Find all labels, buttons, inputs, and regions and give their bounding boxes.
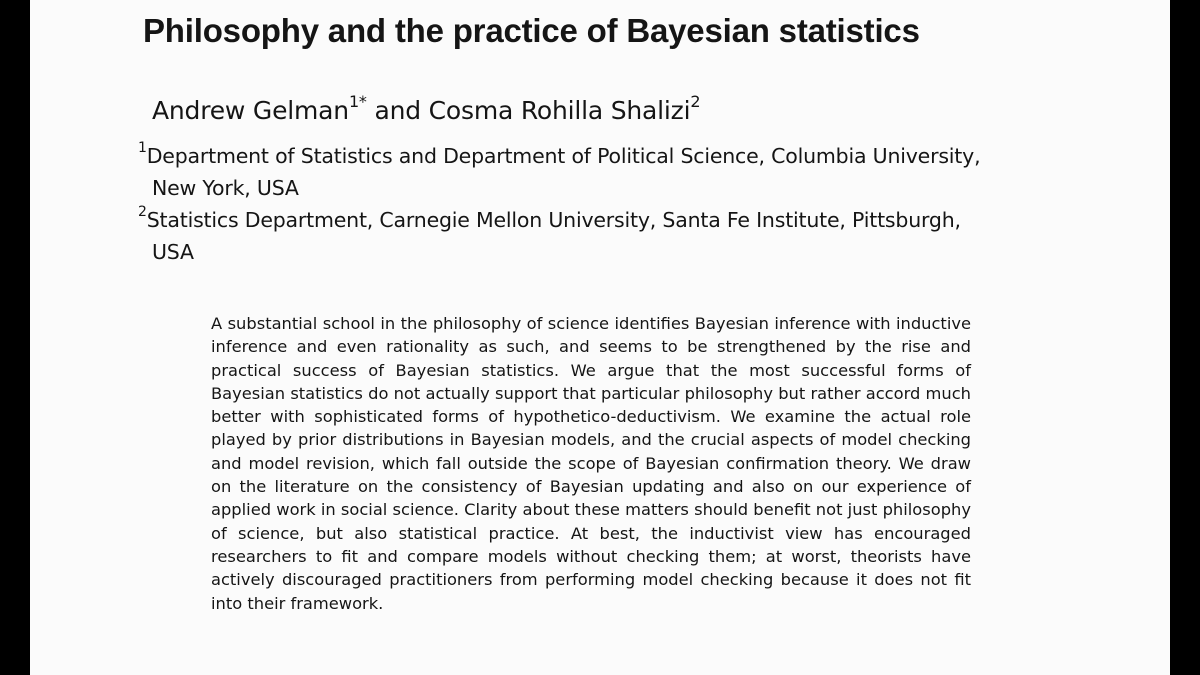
author-name-1: Andrew Gelman	[152, 96, 349, 125]
author-name-2: Cosma Rohilla Shalizi	[428, 96, 691, 125]
affiliation-2-line-2: USA	[152, 240, 194, 264]
paper-title: Philosophy and the practice of Bayesian statistics	[143, 12, 920, 49]
author-line	[152, 91, 701, 125]
affiliation-1-mark: 1	[138, 140, 147, 157]
author-2-affiliation-mark: 2	[690, 91, 701, 111]
abstract-text: A substantial school in the philosophy of science identifies Bayesian inference with inductive inference and even rationality as such, and seems to be strengthened by the rise and practical success of Bayesian statistics. We argue that the most successful forms of Bayesian statistics do not actually support that particular philosophy but rather accord much better with sophisticated forms of hypothetico-deductivism. We examine the actual role played by prior distributions in Bayesian models, and the crucial aspects of model checking and model revision, which fall outside the scope of Bayesian confirmation theory. We draw on the literature on the consistency of Bayesian updating and also on our experience of applied work in social science. Clarity about these matters should benefit not just philosophy of science, but also statistical practice. At best, the inductivist view has encouraged researchers to fit and compare models without checking them; at worst, theorists have actively discouraged practitioners from performing model checking because it does not fit into their framework.	[211, 314, 971, 613]
author-conjunction: and	[366, 96, 429, 125]
affiliation-1-line-1: Department of Statistics and Department of Political Science, Columbia University,	[146, 144, 981, 168]
paper-page	[30, 0, 1170, 675]
author-1-affiliation-mark: 1*	[348, 91, 367, 111]
affiliation-2	[138, 204, 1138, 268]
affiliation-2-line-1: Statistics Department, Carnegie Mellon University, Santa Fe Institute, Pittsburgh,	[146, 208, 961, 232]
affiliation-1-line-2: New York, USA	[152, 176, 299, 200]
affiliation-2-mark: 2	[138, 204, 147, 221]
affiliation-1	[138, 140, 1138, 204]
